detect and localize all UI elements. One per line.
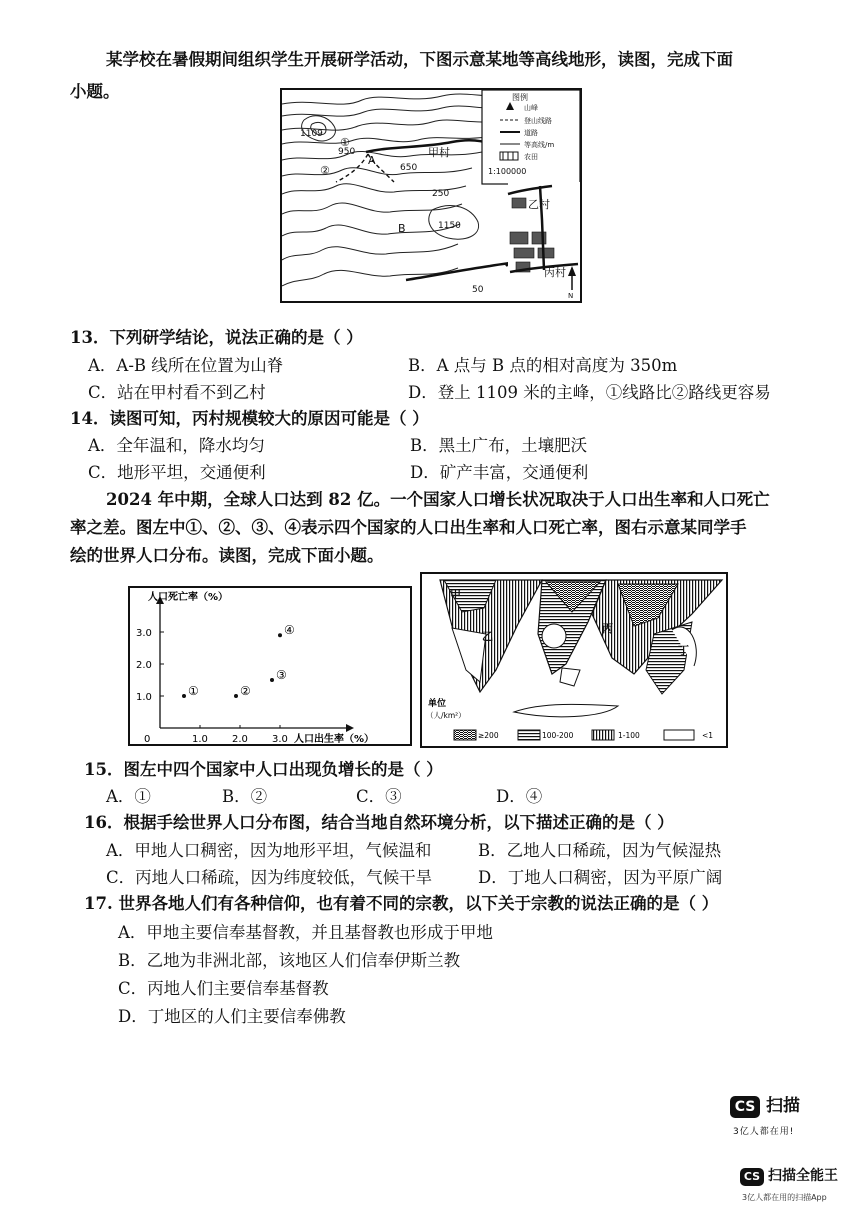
- camscanner-logo-small: CS: [740, 1168, 764, 1186]
- x-axis-label: 人口出生率（%）: [294, 734, 375, 744]
- y-tick-label: 3.0: [136, 628, 152, 639]
- legend-swatch-medium: [518, 730, 540, 740]
- scatter-chart: [128, 586, 412, 746]
- label-50: 50: [472, 285, 484, 295]
- legend-medium: 100-200: [542, 731, 574, 740]
- intro-line-2: 小题。: [70, 82, 120, 101]
- point-a: A: [368, 154, 376, 167]
- data-point-1: [182, 694, 186, 698]
- q14-option-a: A．全年温和，降水均匀: [88, 436, 265, 455]
- q14-stem: 14．读图可知，丙村规模较大的原因可能是（ ）: [70, 409, 429, 428]
- label-1150: 1150: [438, 221, 461, 231]
- data-point-label-1: ①: [188, 684, 199, 698]
- y-tick-label: 1.0: [136, 692, 152, 703]
- legend-swatch-sparse: [592, 730, 614, 740]
- data-point-label-3: ③: [276, 668, 287, 682]
- data-point-3: [270, 678, 274, 682]
- q13-option-c: C．站在甲村看不到乙村: [88, 383, 266, 402]
- world-map-drawing: [422, 574, 726, 746]
- route-2-label: ②: [320, 164, 330, 177]
- q17-option-c: C．丙地人们主要信奉基督教: [118, 979, 329, 998]
- village-yi: 乙村: [528, 198, 550, 211]
- label-250: 250: [432, 189, 450, 199]
- q14-option-c: C．地形平坦，交通便利: [88, 463, 266, 482]
- x-tick-label: 2.0: [232, 734, 248, 744]
- route-1-label: ①: [340, 136, 350, 149]
- x-tick-label: 3.0: [272, 734, 288, 744]
- y-axis-label: 人口死亡率（%）: [148, 592, 229, 603]
- q15-stem: 15．图左中四个国家中人口出现负增长的是（ ）: [84, 760, 443, 779]
- region-bing: 丙: [602, 622, 613, 635]
- q16-option-d: D．丁地人口稠密，因为平原广阔: [478, 868, 723, 887]
- legend-swatch-dense: [454, 730, 476, 740]
- q17-option-b: B．乙地为非洲北部，该地区人们信奉伊斯兰教: [118, 951, 461, 970]
- q17-option-a: A．甲地主要信奉基督教，并且基督教也形成于甲地: [118, 923, 493, 942]
- world-population-map: [420, 572, 728, 748]
- q17-option-d: D．丁地区的人们主要信奉佛教: [118, 1007, 346, 1026]
- legend-sparse: 1-100: [618, 731, 640, 740]
- legend-dense: ≥200: [478, 731, 499, 740]
- label-950: 950: [338, 147, 356, 157]
- data-point-label-2: ②: [240, 684, 251, 698]
- region-yi: 乙: [482, 630, 493, 643]
- label-peak: 1109: [300, 129, 323, 139]
- q13-option-d: D．登上 1109 米的主峰，①线路比②路线更容易: [408, 383, 771, 402]
- q13-option-b: B．A 点与 B 点的相对高度为 350m: [408, 356, 678, 375]
- legend-unit: （人/km²）: [426, 711, 466, 720]
- watermark-slogan: 3亿人都在用!: [733, 1127, 795, 1137]
- contour-map-drawing: [282, 90, 580, 301]
- legend-item-4: 等高线/m: [524, 141, 555, 149]
- q14-option-d: D．矿产丰富，交通便利: [410, 463, 589, 482]
- watermark-app-slogan: 3亿人都在用的扫描App: [742, 1193, 827, 1202]
- q16-option-b: B．乙地人口稀疏，因为气候湿热: [478, 841, 722, 860]
- q15-option-d: D．④: [496, 787, 543, 806]
- q15-option-c: C．③: [356, 787, 402, 806]
- q16-option-c: C．丙地人口稀疏，因为纬度较低，气候干旱: [106, 868, 433, 887]
- legend-item-2: 登山线路: [524, 117, 552, 125]
- q13-option-a: A．A-B 线所在位置为山脊: [88, 356, 284, 375]
- contour-map: [280, 88, 582, 303]
- scatter-chart-svg: [130, 588, 410, 744]
- legend-item-5: 农田: [524, 153, 538, 161]
- data-point-4: [278, 633, 282, 637]
- q14-option-b: B．黑土广布，土壤肥沃: [410, 436, 588, 455]
- intro-line-1: 某学校在暑假期间组织学生开展研学活动，下图示意某地等高线地形，读图，完成下面: [106, 50, 733, 69]
- legend-empty: <1: [702, 731, 714, 740]
- x-tick-label: 1.0: [192, 734, 208, 744]
- intro2-line-2: 率之差。图左中①、②、③、④表示四个国家的人口出生率和人口死亡率，图右示意某同学手: [70, 518, 747, 537]
- map-scale: 1:100000: [488, 167, 527, 176]
- region-jia: 甲: [450, 588, 461, 601]
- intro2-line-3: 绘的世界人口分布。读图，完成下面小题。: [70, 546, 384, 565]
- q17-stem: 17. 世界各地人们有各种信仰，也有着不同的宗教，以下关于宗教的说法正确的是（ ）: [84, 894, 719, 913]
- camscanner-logo: CS: [730, 1096, 760, 1118]
- data-point-2: [234, 694, 238, 698]
- legend-unit-title: 单位: [428, 699, 447, 709]
- legend-item-3: 道路: [524, 129, 538, 137]
- legend-item-1: 山峰: [524, 104, 538, 112]
- data-point-label-4: ④: [284, 623, 295, 638]
- point-b: B: [398, 222, 406, 235]
- legend-title: 图例: [512, 93, 528, 102]
- x-tick-label: 0: [144, 734, 151, 744]
- village-jia: 甲村: [428, 146, 450, 159]
- q16-option-a: A．甲地人口稠密，因为地形平坦，气候温和: [106, 841, 432, 860]
- q16-stem: 16．根据手绘世界人口分布图，结合当地自然环境分析，以下描述正确的是（ ）: [84, 813, 674, 832]
- q13-stem: 13．下列研学结论，说法正确的是（ ）: [70, 328, 363, 347]
- q15-option-a: A．①: [106, 787, 151, 806]
- x-axis-arrow-icon: [346, 724, 354, 732]
- intro2-line-1: 2024 年中期，全球人口达到 82 亿。一个国家人口增长状况取决于人口出生率和人口死亡: [106, 490, 770, 509]
- village-bing: 丙村: [544, 266, 566, 279]
- watermark-app-name: 扫描全能王: [768, 1168, 838, 1184]
- label-650: 650: [400, 163, 418, 173]
- watermark-name: 扫描: [766, 1096, 800, 1116]
- north-label: N: [568, 292, 574, 300]
- y-tick-label: 2.0: [136, 660, 152, 671]
- region-ding: 丁: [678, 644, 689, 657]
- q15-option-b: B．②: [222, 787, 268, 806]
- legend-swatch-empty: [664, 730, 694, 740]
